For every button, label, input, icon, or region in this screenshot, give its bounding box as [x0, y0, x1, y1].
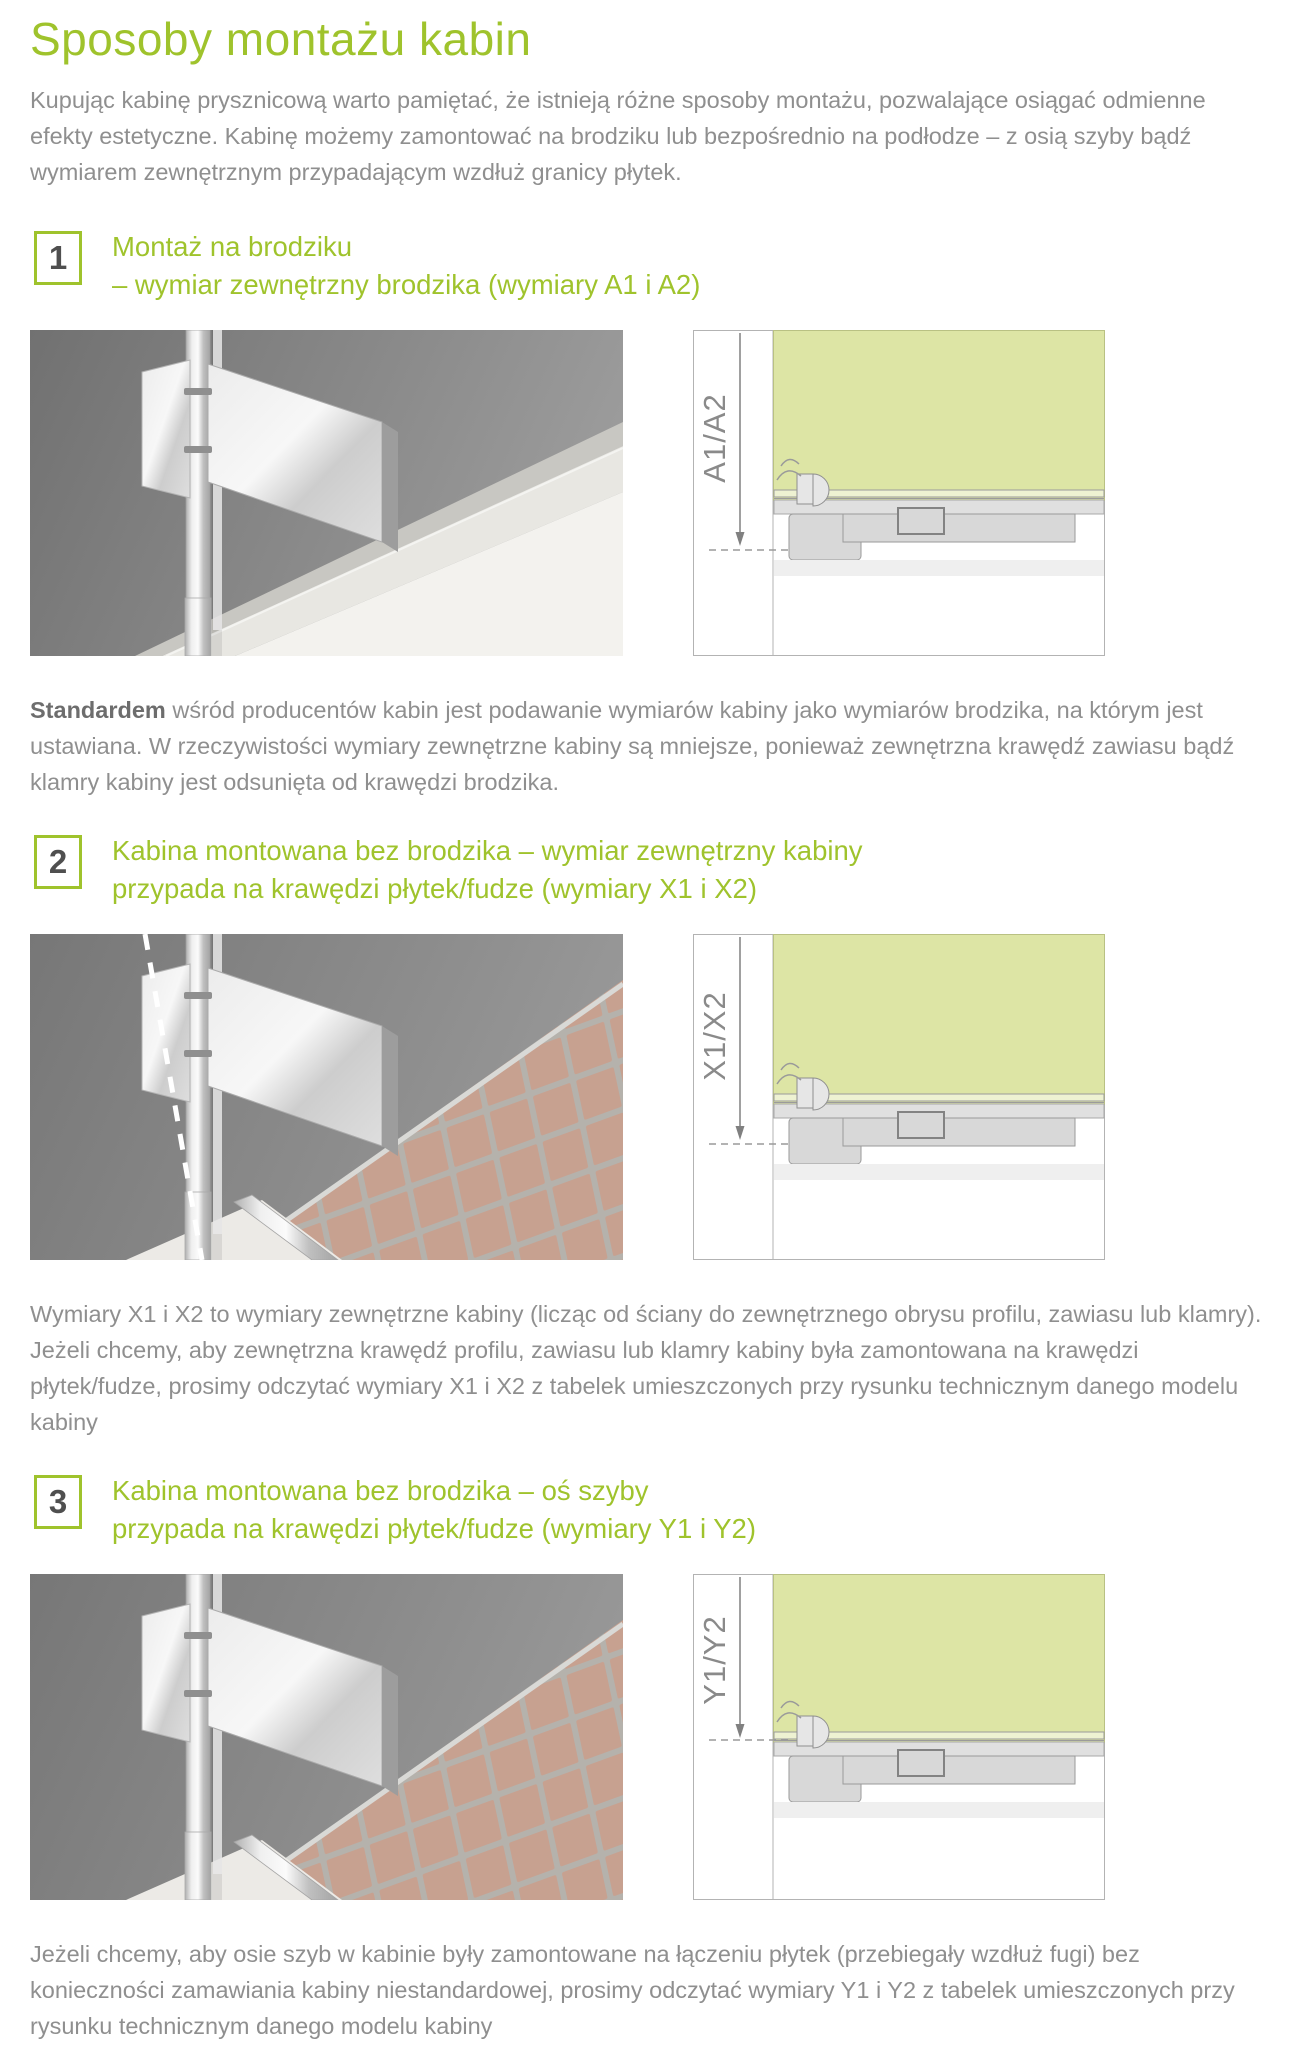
- profile-foot: [185, 598, 211, 656]
- diagram-glass-axis-dimension-y1-y2: [693, 1574, 1105, 1900]
- note-bold-text: Standardem: [30, 697, 166, 723]
- diagram-floor-dimension-x1-x2: [693, 934, 1105, 1260]
- hinge-plate-edge: [382, 1026, 398, 1156]
- hinge-knuckle-top: [184, 992, 212, 999]
- section-3-heading-line2: przypada na krawędzi płytek/fudze (wymiary Y1 i Y2): [112, 1513, 756, 1544]
- glass-panel: [774, 1575, 1105, 1743]
- diagram-tray-dimension-a1-a2: [693, 330, 1105, 656]
- section-1-heading: [112, 228, 700, 304]
- section-3-note: [30, 1936, 1272, 2044]
- note-rest-text: Wymiary X1 i X2 to wymiary zewnętrzne kabiny (licząc od ściany do zewnętrznego obrysu profilu, zawiasu lub klamry). Jeżeli chcemy, aby zewnętrzna krawędź profilu, zawiasu lub klamry kabiny była zamontowana na krawędzi płytek/fudze, prosimy odczytać wymiary X1 i X2 z tabelek umieszczonych przy rysunku technicznym danego modelu kabiny: [30, 1301, 1262, 1435]
- section-1-note: [30, 692, 1272, 800]
- section-2-note: [30, 1296, 1272, 1440]
- note-rest-text: wśród producentów kabin jest podawanie wymiarów kabiny jako wymiarów brodzika, na którym jest ustawiana. W rzeczywistości wymiary zewnętrzne kabiny są mniejsze, ponieważ zewnętrzna krawędź zawiasu bądź klamry kabiny jest odsunięta od krawędzi brodzika.: [30, 697, 1235, 795]
- dimension-label: A1/A2: [697, 393, 732, 483]
- hinge-plate-edge: [382, 1666, 398, 1796]
- profile-foot: [185, 1832, 211, 1900]
- hinge-plate-left: [142, 360, 190, 498]
- hinge-knuckle-top: [184, 388, 212, 395]
- section-2-heading-line1: Kabina montowana bez brodzika – wymiar zewnętrzny kabiny: [112, 835, 863, 866]
- glass-panel: [774, 331, 1105, 501]
- section-3-header: [34, 1472, 1272, 1548]
- photo-hinge-on-tiles-glass-axis: [30, 1574, 623, 1900]
- hinge-plate-edge: [382, 422, 398, 552]
- section-3-number-box: 3: [34, 1475, 82, 1529]
- section-1-number-box: 1: [34, 231, 82, 285]
- note-rest-text: Jeżeli chcemy, aby osie szyb w kabinie były zamontowane na łączeniu płytek (przebiegały wzdłuż fugi) bez konieczności zamawiania kabiny niestandardowej, prosimy odczytać wymiary Y1 i Y2 z tabelek umieszczonych przy rysunku technicznym danego modelu kabiny: [30, 1941, 1235, 2039]
- section-2-number-box: 2: [34, 835, 82, 889]
- section-3-media-row: [30, 1574, 1272, 1900]
- section-3-heading: [112, 1472, 756, 1548]
- section-2-media-row: [30, 934, 1272, 1260]
- hinge-plate-left: [142, 1604, 190, 1742]
- hinge-plate-left: [142, 964, 190, 1102]
- intro-paragraph: Kupując kabinę prysznicową warto pamiętać, że istnieją różne sposoby montażu, pozwalające osiągać odmienne efekty estetyczne. Kabinę możemy zamontować na brodziku lub bezpośrednio na podłodze – z osią szyby bądź wymiarem zewnętrznym przypadającym wzdłuż granicy płytek.: [30, 87, 1206, 185]
- section-1-heading-line1: Montaż na brodziku: [112, 231, 352, 262]
- section-2-heading-line2: przypada na krawędzi płytek/fudze (wymiary X1 i X2): [112, 873, 757, 904]
- photo-hinge-on-tiles-outer-edge: [30, 934, 623, 1260]
- dimension-label: Y1/Y2: [697, 1615, 732, 1705]
- section-1-media-row: [30, 330, 1272, 656]
- section-3-heading-line1: Kabina montowana bez brodzika – oś szyby: [112, 1475, 649, 1506]
- section-1-header: [34, 228, 1272, 304]
- section-1-heading-line2: – wymiar zewnętrzny brodzika (wymiary A1 i A2): [112, 269, 701, 300]
- page-title: Sposoby montażu kabin: [30, 13, 532, 65]
- hinge-knuckle-bottom: [184, 1690, 212, 1697]
- section-2-heading: [112, 832, 863, 908]
- hinge-knuckle-bottom: [184, 1050, 212, 1057]
- glass-panel: [774, 935, 1105, 1105]
- photo-hinge-on-shower-tray: [30, 330, 623, 656]
- dimension-label: X1/X2: [697, 991, 732, 1081]
- hinge-knuckle-top: [184, 1632, 212, 1639]
- hinge-knuckle-bottom: [184, 446, 212, 453]
- section-2-header: [34, 832, 1272, 908]
